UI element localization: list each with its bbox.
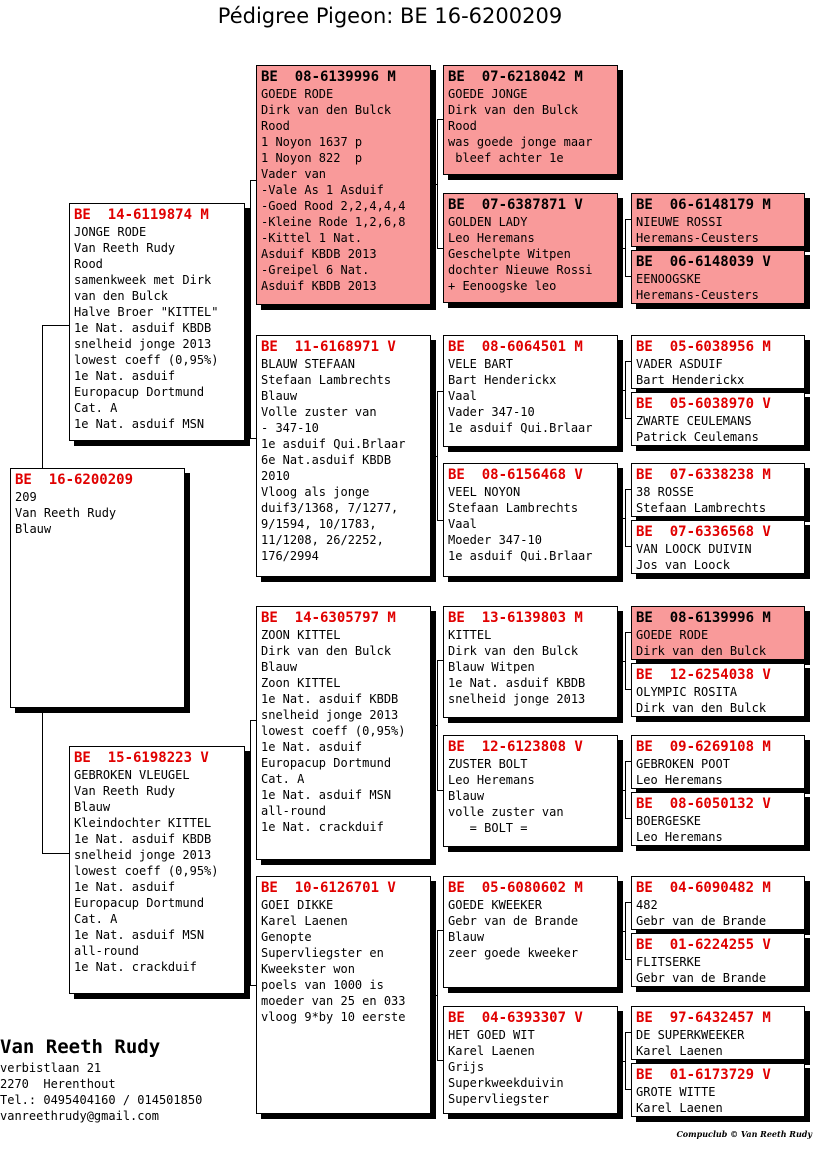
pigeon-info-line: VELE BART [448, 357, 514, 371]
pigeon-info-line: snelheid jonge 2013 [448, 692, 586, 706]
pigeon-info-line: Stefaan Lambrechts [636, 501, 767, 515]
pigeon-info-line: Dirk van den Bulck [448, 103, 579, 117]
pigeon-info-line: Bart Henderickx [636, 373, 745, 387]
pigeon-info-line: Blauw [15, 522, 52, 536]
pigeon-info-line: Blauw [261, 389, 298, 403]
pigeon-info-line: snelheid jonge 2013 [74, 337, 212, 351]
pigeon-info-line: Vader 347-10 [448, 405, 535, 419]
connector-line [42, 708, 43, 853]
pigeon-info-line: moeder van 25 en 033 [261, 994, 406, 1008]
pigeon-info-line: Karel Laenen [448, 1044, 535, 1058]
ring-number: BE 97-6432457 M [636, 1010, 771, 1026]
pigeon-info-line: GOEDE JONGE [448, 87, 528, 101]
pigeon-card-ddd [443, 1006, 618, 1114]
ring-number: BE 08-6064501 M [448, 339, 583, 355]
pigeon-info-line: 1e Nat. crackduif [74, 960, 197, 974]
ring-number: BE 08-6050132 V [636, 796, 771, 812]
pigeon-info-line: Stefaan Lambrechts [448, 501, 579, 515]
pigeon-info-line: Superkweekduivin [448, 1076, 564, 1090]
pigeon-info-line: snelheid jonge 2013 [261, 708, 399, 722]
ring-number: BE 12-6123808 V [448, 739, 583, 755]
pigeon-info-line: Vaal [448, 517, 477, 531]
pigeon-info-line: = BOLT = [448, 821, 528, 835]
pigeon-info-line: 1e Nat. asduif [261, 740, 363, 754]
pigeon-info-line: Cat. A [74, 912, 118, 926]
pigeon-info-line: Bart Henderickx [448, 373, 557, 387]
pigeon-info-line: Cat. A [261, 772, 305, 786]
connector-line [42, 853, 69, 854]
pigeon-info-line: Vaal [448, 389, 477, 403]
pigeon-info-line: GOLDEN LADY [448, 215, 528, 229]
pigeon-info-line: -Kleine Rode 1,2,6,8 [261, 215, 406, 229]
pigeon-info-line: GOEI DIKKE [261, 898, 334, 912]
pigeon-info-line: Heremans-Ceusters [636, 231, 759, 245]
pigeon-info-line: NIEUWE ROSSI [636, 215, 723, 229]
pigeon-info-line: Supervliegster [448, 1092, 550, 1106]
ring-number: BE 08-6156468 V [448, 467, 583, 483]
pigeon-info-line: duif3/1368, 7/1277, [261, 501, 399, 515]
connector-line [245, 320, 250, 321]
owner-phone: Tel.: 0495404160 / 014501850 [0, 1093, 203, 1107]
pigeon-info-line: Heremans-Ceusters [636, 288, 759, 302]
pigeon-card-dsds [631, 735, 805, 789]
pigeon-info-line: lowest coeff (0,95%) [261, 724, 406, 738]
ring-number: BE 07-6336568 V [636, 524, 771, 540]
pigeon-info-line: all-round [74, 944, 140, 958]
ring-number: BE 06-6148039 V [636, 254, 771, 270]
pigeon-info-line: lowest coeff (0,95%) [74, 353, 219, 367]
pigeon-info-line: GOEDE RODE [636, 628, 709, 642]
pigeon-info-line: Dirk van den Bulck [261, 103, 392, 117]
ring-number: BE 15-6198223 V [74, 750, 209, 766]
pigeon-info-line: 1e Nat. asduif KBDB [74, 321, 212, 335]
ring-number: BE 04-6090482 M [636, 880, 771, 896]
connector-line [625, 1032, 626, 1089]
connector-line [245, 853, 250, 854]
pigeon-info-line: Stefaan Lambrechts [261, 373, 392, 387]
pigeon-info-line: 1e Nat. asduif [74, 369, 176, 383]
pigeon-info-line: GEBROKEN POOT [636, 757, 730, 771]
pigeon-info-line: Dirk van den Bulck [636, 644, 767, 658]
pigeon-card-ssdd [631, 250, 805, 304]
connector-line [625, 902, 626, 959]
owner-street: verbistlaan 21 [0, 1061, 102, 1075]
pigeon-info-line: VADER ASDUIF [636, 357, 723, 371]
ring-number: BE 07-6387871 V [448, 197, 583, 213]
pigeon-card-dsdd [631, 792, 805, 846]
pigeon-info-line: -Vale As 1 Asduif [261, 183, 384, 197]
connector-line [625, 489, 626, 546]
pigeon-info-line: 1e asduif Qui.Brlaar [261, 437, 406, 451]
pigeon-info-line: vloog 9*by 10 eerste [261, 1010, 406, 1024]
connector-line [437, 930, 438, 1060]
owner-email[interactable]: vanreethrudy@gmail.com [0, 1109, 159, 1123]
owner-name: Van Reeth Rudy [0, 1036, 161, 1058]
pigeon-info-line: Patrick Ceulemans [636, 430, 759, 444]
connector-line [619, 518, 625, 519]
page-title: Pédigree Pigeon: BE 16-6200209 [217, 4, 563, 28]
pigeon-info-line: GROTE WITTE [636, 1085, 716, 1099]
pigeon-info-line: FLITSERKE [636, 955, 702, 969]
connector-line [437, 119, 438, 248]
ring-number: BE 01-6224255 V [636, 937, 771, 953]
ring-number: BE 04-6393307 V [448, 1010, 583, 1026]
pigeon-info-line: HET GOED WIT [448, 1028, 535, 1042]
pigeon-card-dd [256, 876, 431, 1114]
pigeon-info-line: OLYMPIC ROSITA [636, 685, 738, 699]
pigeon-info-line: Asduif KBDB 2013 [261, 247, 377, 261]
connector-line [619, 248, 625, 249]
pigeon-info-line: 1e Nat. asduif [74, 880, 176, 894]
pigeon-info-line: BLAUW STEFAAN [261, 357, 355, 371]
ring-number: BE 08-6139996 M [636, 610, 771, 626]
pigeon-card-sdsd [631, 392, 805, 446]
pigeon-info-line: BOERGESKE [636, 814, 702, 828]
pigeon-info-line: Geschelpte Witpen [448, 247, 571, 261]
pigeon-info-line: Leo Heremans [448, 773, 535, 787]
pigeon-info-line: 1e asduif Qui.Brlaar [448, 421, 593, 435]
pigeon-info-line: Blauw [448, 930, 485, 944]
connector-line [625, 219, 626, 276]
connector-line [431, 725, 437, 726]
pigeon-info-line: Blauw Witpen [448, 660, 535, 674]
pigeon-info-line: 1e Nat. asduif MSN [74, 928, 205, 942]
pigeon-info-line: Halve Broer "KITTEL" [74, 305, 219, 319]
ring-number: BE 14-6305797 M [261, 610, 396, 626]
pigeon-info-line: DE SUPERKWEEKER [636, 1028, 745, 1042]
pigeon-info-line: ZUSTER BOLT [448, 757, 528, 771]
ring-number: BE 11-6168971 V [261, 339, 396, 355]
pigeon-info-line: 1 Noyon 1637 p [261, 135, 363, 149]
pigeon-info-line: Dirk van den Bulck [448, 644, 579, 658]
pigeon-info-line: KITTEL [448, 628, 492, 642]
pigeon-info-line: Rood [261, 119, 290, 133]
pigeon-info-line: Gebr van de Brande [636, 971, 767, 985]
pigeon-info-line: Vader van [261, 167, 327, 181]
connector-line [619, 1061, 625, 1062]
pigeon-card-ds [256, 606, 431, 860]
pigeon-card-sd [256, 335, 431, 577]
pigeon-card-ssd [443, 193, 618, 303]
pigeon-info-line: Karel Laenen [261, 914, 348, 928]
ring-number: BE 05-6080602 M [448, 880, 583, 896]
connector-line [42, 325, 43, 468]
pigeon-card-dsd [443, 735, 618, 847]
pigeon-info-line: Dirk van den Bulck [636, 701, 767, 715]
pigeon-info-line: Leo Heremans [636, 773, 723, 787]
pigeon-info-line: 38 ROSSE [636, 485, 694, 499]
pigeon-info-line: Blauw [74, 800, 111, 814]
pigeon-info-line: VEEL NOYON [448, 485, 521, 499]
pigeon-info-line: Zoon KITTEL [261, 676, 341, 690]
pigeon-card-dss [443, 606, 618, 718]
pigeon-info-line: 6e Nat.asduif KBDB [261, 453, 392, 467]
pigeon-card-ddss [631, 876, 805, 930]
ring-number: BE 14-6119874 M [74, 207, 209, 223]
pigeon-card-dddd [631, 1063, 805, 1117]
pigeon-info-line: ZWARTE CEULEMANS [636, 414, 752, 428]
pigeon-info-line: 2010 [261, 469, 290, 483]
pigeon-info-line: Karel Laenen [636, 1044, 723, 1058]
pigeon-info-line: Vloog als jonge [261, 485, 370, 499]
pigeon-info-line: 11/1208, 26/2252, [261, 533, 384, 547]
connector-line [42, 325, 69, 326]
pigeon-info-line: 209 [15, 490, 37, 504]
ring-number: BE 07-6218042 M [448, 69, 583, 85]
connector-line [250, 180, 251, 438]
pigeon-info-line: van den Bulck [74, 289, 168, 303]
connector-line [437, 391, 438, 520]
connector-line [619, 390, 625, 391]
pigeon-card-dsss [631, 606, 805, 660]
ring-number: BE 10-6126701 V [261, 880, 396, 896]
pigeon-info-line: EENOOGSKE [636, 272, 702, 286]
pigeon-info-line: Kleindochter KITTEL [74, 816, 212, 830]
pigeon-info-line: Cat. A [74, 401, 118, 415]
pigeon-card-sds [443, 335, 618, 447]
pigeon-info-line: samenkweek met Dirk [74, 273, 212, 287]
pigeon-info-line: volle zuster van [448, 805, 564, 819]
pigeon-info-line: Van Reeth Rudy [74, 241, 176, 255]
pigeon-card-ddds [631, 1006, 805, 1060]
pigeon-info-line: 1e Nat. asduif KBDB [74, 832, 212, 846]
pigeon-card-sdss [631, 335, 805, 389]
ring-number: BE 08-6139996 M [261, 69, 396, 85]
pigeon-info-line: Grijs [448, 1060, 485, 1074]
connector-line [431, 995, 437, 996]
connector-line [431, 184, 437, 185]
pigeon-info-line: 1e asduif Qui.Brlaar [448, 549, 593, 563]
ring-number: BE 09-6269108 M [636, 739, 771, 755]
pigeon-info-line: 1e Nat. asduif KBDB [448, 676, 586, 690]
pigeon-info-line: Rood [448, 119, 477, 133]
pigeon-info-line: - 347-10 [261, 421, 319, 435]
pigeon-info-line: poels van 1000 is [261, 978, 384, 992]
pigeon-info-line: Gebr van de Brande [448, 914, 579, 928]
pigeon-card-ss [256, 65, 431, 305]
pigeon-info-line: Supervliegster en [261, 946, 384, 960]
owner-city: 2270 Herenthout [0, 1077, 116, 1091]
pigeon-info-line: Genopte [261, 930, 312, 944]
pigeon-info-line: ZOON KITTEL [261, 628, 341, 642]
pigeon-card-sdd [443, 463, 618, 577]
pigeon-info-line: Asduif KBDB 2013 [261, 279, 377, 293]
pigeon-info-line: dochter Nieuwe Rossi [448, 263, 593, 277]
pigeon-info-line: 1e Nat. crackduif [261, 820, 384, 834]
pigeon-card-sdds [631, 463, 805, 517]
pigeon-info-line: Jos van Loock [636, 558, 730, 572]
pigeon-info-line: -Goed Rood 2,2,4,4,4 [261, 199, 406, 213]
ring-number: BE 12-6254038 V [636, 667, 771, 683]
pigeon-info-line: Rood [74, 257, 103, 271]
connector-line [625, 361, 626, 418]
ring-number: BE 16-6200209 [15, 472, 134, 488]
ring-number: BE 13-6139803 M [448, 610, 583, 626]
pigeon-card-sire [69, 203, 245, 441]
pigeon-card-dam [69, 746, 245, 994]
connector-line [431, 456, 437, 457]
pigeon-info-line: all-round [261, 804, 327, 818]
ring-number: BE 07-6338238 M [636, 467, 771, 483]
pigeon-info-line: GEBROKEN VLEUGEL [74, 768, 190, 782]
connector-line [625, 632, 626, 689]
pigeon-info-line: -Greipel 6 Nat. [261, 263, 370, 277]
ring-number: BE 01-6173729 V [636, 1067, 771, 1083]
pigeon-info-line: Volle zuster van [261, 405, 377, 419]
pigeon-info-line: 1e Nat. asduif MSN [74, 417, 205, 431]
pigeon-info-line: 1e Nat. asduif MSN [261, 788, 392, 802]
pigeon-info-line: Gebr van de Brande [636, 914, 767, 928]
pigeon-info-line: Karel Laenen [636, 1101, 723, 1115]
connector-line [437, 660, 438, 790]
pigeon-card-ddsd [631, 933, 805, 987]
connector-line [619, 661, 625, 662]
ring-number: BE 06-6148179 M [636, 197, 771, 213]
pigeon-info-line: 9/1594, 10/1783, [261, 517, 377, 531]
pigeon-info-line: 1e Nat. asduif KBDB [261, 692, 399, 706]
pigeon-info-line: GOEDE KWEEKER [448, 898, 542, 912]
ring-number: BE 05-6038970 V [636, 396, 771, 412]
pigeon-card-dds [443, 876, 618, 988]
pigeon-info-line: -Kittel 1 Nat. [261, 231, 363, 245]
pigeon-info-line: Europacup Dortmund [261, 756, 392, 770]
pigeon-info-line: JONGE RODE [74, 225, 147, 239]
connector-line [619, 790, 625, 791]
pigeon-info-line: GOEDE RODE [261, 87, 334, 101]
pigeon-info-line: zeer goede kweeker [448, 946, 579, 960]
ring-number: BE 05-6038956 M [636, 339, 771, 355]
copyright-footer: Compuclub © Van Reeth Rudy [676, 1129, 812, 1139]
pigeon-info-line: snelheid jonge 2013 [74, 848, 212, 862]
pigeon-info-line: Kweekster won [261, 962, 355, 976]
pigeon-info-line: VAN LOOCK DUIVIN [636, 542, 752, 556]
pigeon-info-line: Van Reeth Rudy [74, 784, 176, 798]
pigeon-info-line: Leo Heremans [448, 231, 535, 245]
pigeon-card-subject [10, 468, 185, 708]
pigeon-info-line: bleef achter 1e [448, 151, 564, 165]
pigeon-info-line: Europacup Dortmund [74, 385, 205, 399]
connector-line [250, 720, 251, 985]
pigeon-card-dssd [631, 663, 805, 717]
pigeon-info-line: Dirk van den Bulck [261, 644, 392, 658]
pigeon-info-line: was goede jonge maar [448, 135, 593, 149]
pigeon-card-sss [443, 65, 618, 175]
pigeon-info-line: Europacup Dortmund [74, 896, 205, 910]
pigeon-info-line: Moeder 347-10 [448, 533, 542, 547]
pigeon-card-ssds [631, 193, 805, 247]
pigeon-info-line: Leo Heremans [636, 830, 723, 844]
pigeon-info-line: Van Reeth Rudy [15, 506, 117, 520]
pigeon-info-line: lowest coeff (0,95%) [74, 864, 219, 878]
pigeon-info-line: Blauw [448, 789, 485, 803]
pigeon-info-line: + Eenoogske leo [448, 279, 557, 293]
connector-line [625, 761, 626, 818]
pigeon-info-line: Blauw [261, 660, 298, 674]
pigeon-info-line: 1 Noyon 822 p [261, 151, 363, 165]
connector-line [619, 931, 625, 932]
pigeon-card-sddd [631, 520, 805, 574]
pigeon-info-line: 482 [636, 898, 658, 912]
pigeon-info-line: 176/2994 [261, 549, 319, 563]
